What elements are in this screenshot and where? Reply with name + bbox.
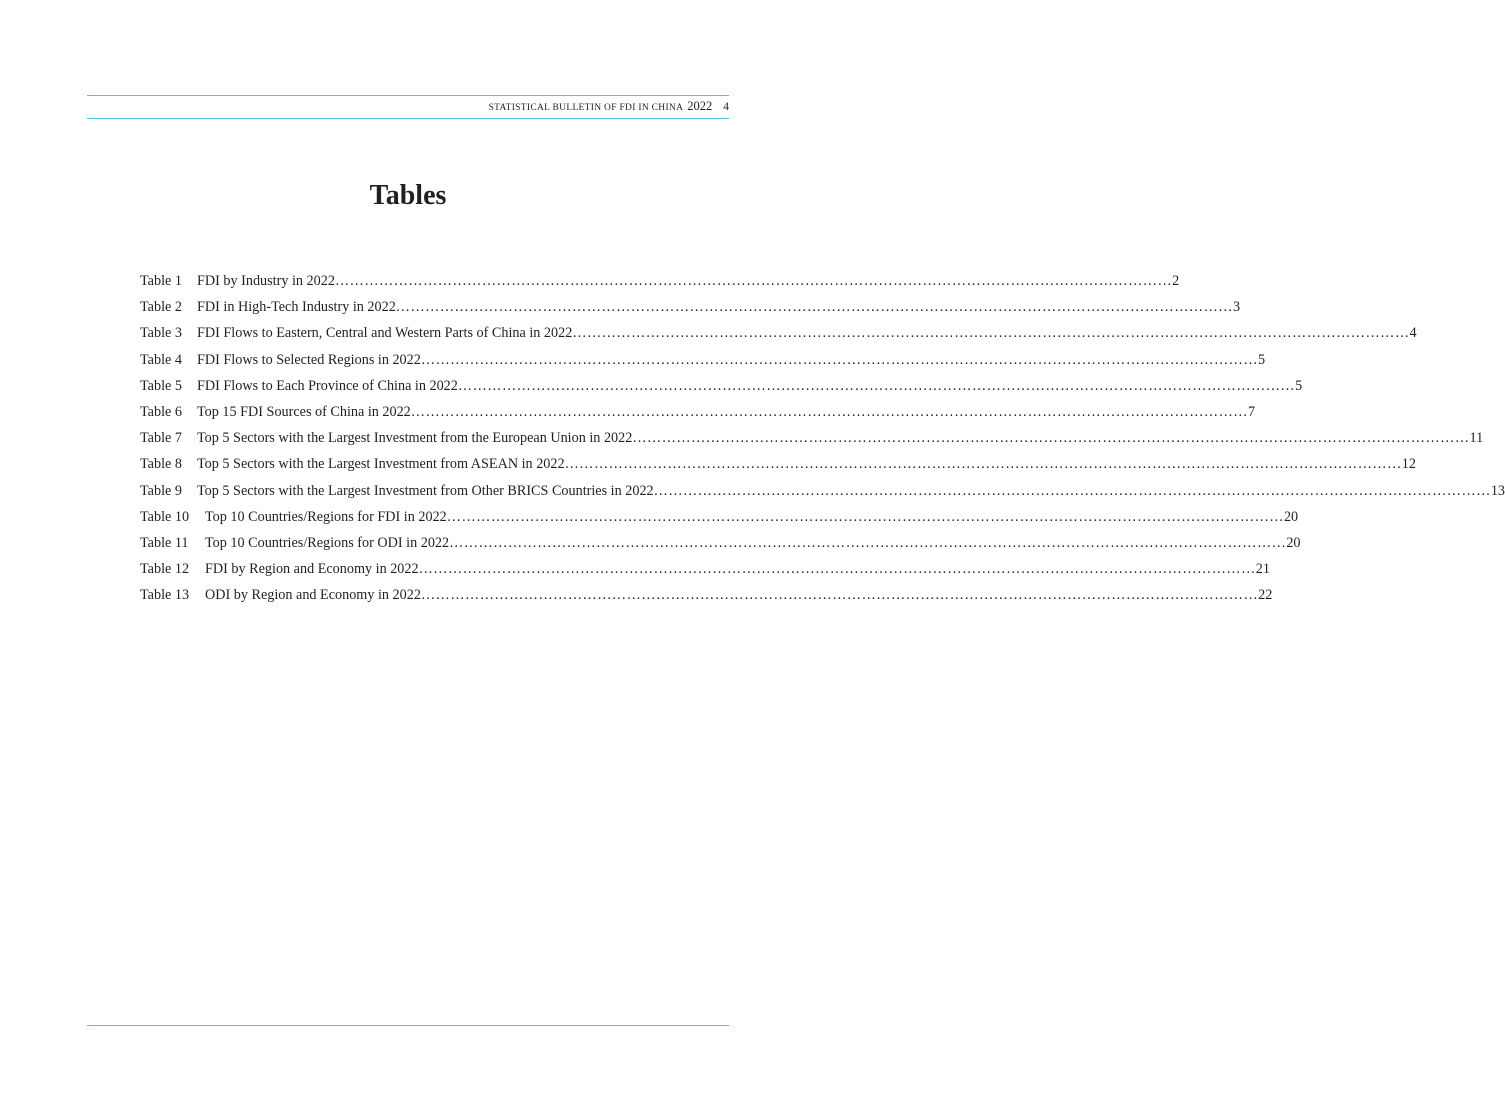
toc-dot-leader	[411, 399, 1248, 425]
toc-entry-number: Table 8	[140, 456, 182, 473]
toc-entry-number: Table 5	[140, 377, 182, 394]
toc-entry-title: FDI Flows to Eastern, Central and Western Parts of China in 2022	[197, 325, 573, 342]
toc-entry[interactable]	[140, 504, 1299, 530]
toc-entry-page: 3	[1232, 299, 1241, 316]
toc-dot-leader	[449, 530, 1286, 556]
toc-dot-leader	[335, 268, 1172, 294]
toc-entry-page: 11	[1469, 430, 1484, 447]
toc-dot-leader	[421, 582, 1258, 608]
toc-entry[interactable]	[140, 478, 1505, 504]
toc-entry-number: Table 6	[140, 403, 182, 420]
header-top-rule	[87, 95, 729, 96]
toc-entry-page: 5	[1295, 377, 1303, 394]
toc-entry-title: FDI Flows to Selected Regions in 2022	[197, 351, 421, 368]
toc-entry-page: 12	[1401, 456, 1416, 473]
toc-entry[interactable]	[140, 294, 1241, 320]
toc-dot-leader	[419, 556, 1256, 582]
toc-entry-title: ODI by Region and Economy in 2022	[205, 587, 421, 604]
running-year: 2022	[687, 99, 713, 113]
toc-entry-page: 21	[1255, 561, 1270, 578]
toc-entry-number: Table 11	[140, 534, 189, 551]
toc-entry-title: Top 10 Countries/Regions for FDI in 2022	[205, 508, 447, 525]
toc-dot-leader	[565, 451, 1402, 477]
toc-dot-leader	[447, 504, 1284, 530]
toc-dot-leader	[458, 373, 1295, 399]
toc-entry-title: FDI by Industry in 2022	[197, 273, 335, 289]
page-number: 4	[723, 101, 729, 113]
table-of-contents	[140, 268, 1505, 608]
running-title: STATISTICAL BULLETIN OF FDI IN CHINA	[488, 103, 684, 113]
toc-entry[interactable]	[140, 373, 1303, 399]
toc-entry-title: Top 15 FDI Sources of China in 2022	[197, 403, 411, 420]
page-title: Tables	[369, 180, 447, 211]
toc-dot-leader	[421, 347, 1258, 373]
toc-entry-number: Table 4	[140, 351, 182, 368]
toc-entry[interactable]	[140, 268, 1180, 294]
toc-entry[interactable]	[140, 451, 1416, 477]
toc-entry-title: Top 5 Sectors with the Largest Investment from ASEAN in 2022	[197, 456, 565, 473]
toc-entry[interactable]	[140, 347, 1266, 373]
toc-entry-number: Table 7	[140, 430, 182, 447]
toc-dot-leader	[572, 320, 1409, 346]
toc-entry-title: Top 5 Sectors with the Largest Investment from the European Union in 2022	[197, 430, 633, 447]
toc-entry[interactable]	[140, 399, 1256, 425]
toc-entry[interactable]	[140, 582, 1273, 608]
toc-entry[interactable]	[140, 530, 1301, 556]
toc-entry-page: 7	[1247, 403, 1256, 420]
toc-entry-page: 5	[1258, 351, 1266, 368]
toc-entry[interactable]	[140, 425, 1484, 451]
toc-entry-page: 2	[1172, 273, 1180, 289]
toc-entry-number: Table 10	[140, 508, 190, 525]
toc-entry-page: 20	[1283, 508, 1299, 525]
toc-entry[interactable]	[140, 556, 1270, 582]
toc-dot-leader	[654, 478, 1491, 504]
toc-entry-page: 13	[1490, 482, 1505, 499]
running-header	[489, 99, 729, 115]
toc-entry-number: Table 12	[140, 561, 190, 578]
toc-dot-leader	[396, 294, 1233, 320]
toc-dot-leader	[632, 425, 1469, 451]
toc-entry-title: FDI Flows to Each Province of China in 2022	[197, 377, 458, 394]
footer-rule	[87, 1025, 729, 1026]
toc-entry-number: Table 2	[140, 299, 182, 316]
toc-entry-page: 22	[1258, 587, 1273, 604]
toc-entry[interactable]	[140, 320, 1417, 346]
toc-entry-number: Table 9	[140, 482, 182, 499]
toc-entry-number: Table 3	[140, 325, 182, 342]
toc-entry-title: Top 5 Sectors with the Largest Investment from Other BRICS Countries in 2022	[197, 482, 654, 499]
toc-entry-title: Top 10 Countries/Regions for ODI in 2022	[205, 534, 450, 551]
toc-entry-title: FDI in High-Tech Industry in 2022	[197, 299, 396, 316]
header-bottom-rule	[87, 118, 729, 119]
toc-entry-page: 20	[1286, 534, 1301, 551]
toc-entry-number: Table 13	[140, 587, 190, 604]
toc-entry-title: FDI by Region and Economy in 2022	[205, 561, 419, 578]
toc-entry-number: Table 1	[140, 273, 182, 289]
toc-entry-page: 4	[1409, 325, 1417, 342]
